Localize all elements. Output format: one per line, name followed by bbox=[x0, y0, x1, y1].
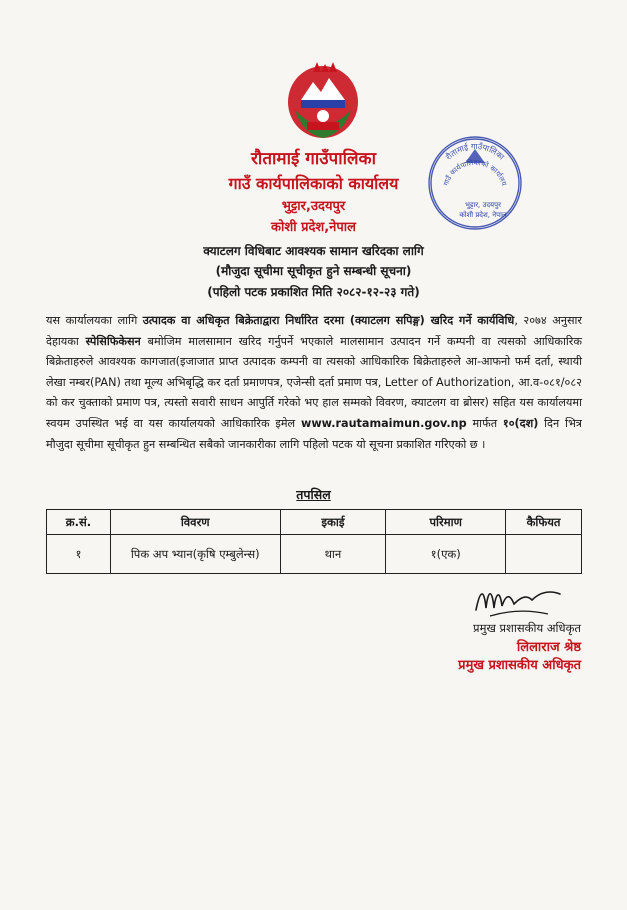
office-title: गाउँ कार्यपालिकाको कार्यालय bbox=[228, 174, 399, 193]
notice-publish-note: (पहिलो पटक प्रकाशित मिति २०८२-१२-२३ गते) bbox=[207, 285, 420, 299]
stamp-text-outer: रौतामाई गाउँपालिका bbox=[443, 141, 506, 162]
stamp-text-inner: गाउँ कार्यपालिकाको कार्यालय bbox=[442, 158, 508, 187]
address-line-1: भुट्टार,उदयपुर bbox=[281, 199, 346, 214]
signatory-stamp-designation: प्रमुख प्रशासकीय अधिकृत bbox=[458, 658, 581, 673]
stamp-text-addr1: भुट्टार, उदयपुर bbox=[465, 201, 501, 209]
cell-quantity: १(एक) bbox=[386, 535, 506, 574]
table-row bbox=[47, 535, 582, 574]
signatory-name: लिलाराज श्रेष्ठ bbox=[516, 640, 581, 655]
col-remarks: कैफियत bbox=[506, 510, 582, 535]
col-description: विवरण bbox=[110, 510, 280, 535]
body-part-3: बमोजिम मालसामान खरिद गर्नुपर्ने भएकाले मालसामान उत्पादन गर्ने कम्पनी वा त्यसको आधिकारिक बिक्रेताहरुले आवश्यक कागजात(इजाजात प्राप्त उत्पादक कम्पनी वा त्यसको आधिकारिक बिक्रेताहरुले आ-आफनो फर्म दर्ता, स्थायी लेखा नम्बर(PAN) तथा मूल्य अभिबृद्धि कर दर्ता प्रमाणपत्र, एजेन्सी दर्ता प्रमाण पत्र, Letter of Authorization, आ.व-०८१/०८२ को कर चुक्ताको प्रमाण पत्र, त्यस्तो सवारी साधन आपुर्ति गरेको भए हाल सम्मको विवरण, क्याटलग वा ब्रोसर) सहित यस कार्यालयमा स्वयम उपस्थित भई वा यस कार्यालयको आधिकारिक इमेल bbox=[46, 334, 582, 430]
cell-remarks bbox=[506, 535, 582, 574]
col-serial: क्र.सं. bbox=[47, 510, 111, 535]
address-line-2: कोशी प्रदेश,नेपाल bbox=[271, 220, 356, 235]
col-quantity: परिमाण bbox=[386, 510, 506, 535]
signatory-designation: प्रमुख प्रशासकीय अधिकृत bbox=[473, 621, 581, 635]
body-part-2: , २०७४ अनुसार देहायका bbox=[46, 314, 583, 348]
notice-subject: क्याटलग विधिबाट आवश्यक सामान खरिदका लागि bbox=[203, 244, 424, 258]
nepal-emblem-logo bbox=[283, 60, 363, 144]
body-bold-specification: स्पेसिफिकेसन bbox=[85, 334, 141, 348]
body-bold-procedure: उत्पादक वा अधिकृत बिक्रेताद्वारा निर्धारित दरमा (क्याटलग सपिङ्ग) खरिद गर्ने कार्यविधि bbox=[142, 314, 515, 327]
notice-subtitle: (मौजुदा सूचीमा सूचीकृत हुने सम्बन्धी सूचना) bbox=[215, 264, 412, 278]
stamp-text-addr2: कोशी प्रदेश, नेपाल bbox=[459, 211, 507, 219]
body-bold-website: www.rautamaimun.gov.np bbox=[300, 416, 467, 430]
items-table bbox=[46, 509, 582, 574]
svg-text:गाउँ कार्यपालिकाको कार्यालय bbox=[442, 158, 508, 188]
cell-description: पिक अप भ्यान(कृषि एम्बुलेन्स) bbox=[110, 535, 280, 574]
table-header-row bbox=[47, 510, 582, 535]
col-unit: इकाई bbox=[280, 510, 386, 535]
body-part-4: मार्फत bbox=[466, 416, 503, 430]
notice-body bbox=[46, 311, 582, 455]
body-part-1: यस कार्यालयका लागि bbox=[46, 314, 143, 327]
table-heading: तपसिल bbox=[296, 487, 331, 502]
body-part-5: दिन भित्र मौजुदा सूचीमा सूचीकृत हुन सम्बन्धित सबैको जानकारीका लागि पहिलो पटक यो सूचना प्रकाशित गरिएको छ । bbox=[46, 416, 582, 451]
body-bold-days: १०(दश) bbox=[502, 416, 539, 430]
cell-serial: १ bbox=[47, 535, 111, 574]
office-name: रौतामाई गाउँपालिका bbox=[250, 149, 377, 169]
cell-unit: थान bbox=[280, 535, 386, 574]
handwritten-signature bbox=[470, 580, 565, 622]
office-stamp bbox=[425, 133, 525, 233]
